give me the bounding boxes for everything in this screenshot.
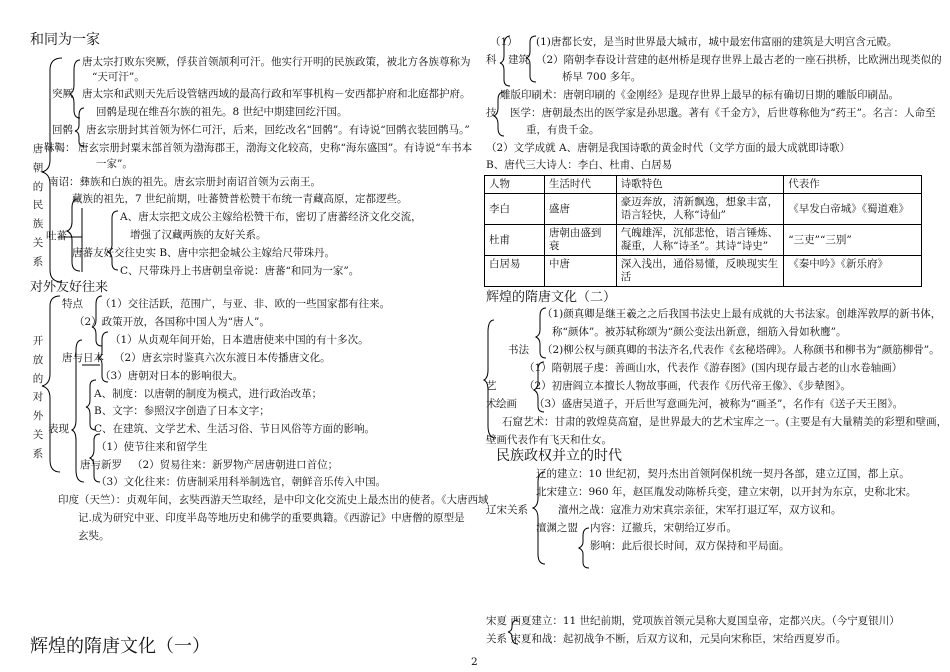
text-line: 雕版印刷术：唐朝印刷的《金刚经》是现存世界上最早的标有确切日期的雕版印刷品。 [500, 89, 899, 101]
label-liaosong: 辽宋关系 [486, 504, 528, 516]
text-line: (1)唐都长安，是当时世界最大城市，城中最宏伟富丽的建筑是大明宫含元殿。 [536, 36, 898, 48]
table-header: 人物 [485, 176, 545, 194]
text-line: （1）交往活跃，范围广，与亚、非、欧的一些国家都有往来。 [100, 298, 391, 310]
label-keji: 科 [486, 54, 497, 66]
text-line: 玄奘。 [78, 530, 110, 542]
text-line: （1)颜真卿是继王羲之之后我国书法史上最有成就的大书法家。创雄浑敦厚的新书体， [542, 308, 942, 320]
vlabel-char: 系 [32, 255, 44, 268]
heading-suitang-2: 辉煌的隋唐文化（二） [486, 290, 617, 305]
text-line: 记.成为研究中亚、印度半岛等地历史和佛学的重要典籍。《西游记》中唐僧的原型是 [78, 512, 465, 524]
vlabel-char: 关 [32, 428, 44, 441]
label-mohe: 靺鞨： [44, 142, 76, 154]
label-jianzhu: 建筑 [508, 54, 529, 66]
text-line: 南诏：彝族和白族的祖先。唐玄宗册封南诏首领为云南王。 [48, 176, 321, 188]
text-line: 辽的建立：10 世纪初，契丹杰出首领阿保机统一契丹各部，建立辽国，都上京。 [536, 468, 910, 480]
text-line: 关系 宋夏和战：起初战争不断，后双方议和，元昊向宋称臣，宋给西夏岁币。 [486, 633, 847, 645]
table-cell: 李白 [485, 194, 545, 225]
vlabel-char: 的 [32, 372, 44, 385]
table-cell: 豪迈奔放，清新飘逸，想象丰富，语言轻快，人称“诗仙” [616, 194, 784, 225]
text-line: 内容：辽撤兵，宋朝给辽岁币。 [590, 522, 737, 534]
label-chanyuan: 澶渊之盟 [536, 522, 578, 534]
text-line: （2）政策开放，各国称中国人为“唐人”。 [74, 316, 270, 328]
vlabel-char: 朝 [32, 161, 44, 174]
text-line: （2)柳公权与颜真卿的书法齐名,代表作《玄秘塔碑》。人称颜书和柳书为“颜筋柳骨”。 [542, 344, 940, 356]
text-line: 唐玄宗册封其首领为怀仁可汗，后来，回纥改名“回鹘”。有诗说“回鹘衣装回鹘马。” [86, 124, 470, 136]
text-line: B、唐代三大诗人：李白、杜甫、白居易 [486, 159, 673, 171]
text-line: 一家”。 [96, 158, 133, 170]
text-line: 回鹘是现在维吾尔族的祖先。8 世纪中期建回纥汗国。 [96, 106, 348, 118]
text-line: （3）盛唐吴道子，开后世写意画先河，被称为“画圣”，名作有《送子天王图》。 [534, 398, 904, 410]
text-line: 北宋建立：960 年，赵匡胤发动陈桥兵变，建立宋朝，以开封为东京，史称北宋。 [536, 486, 917, 498]
table-header: 生活时代 [544, 176, 616, 194]
page-number: 2 [471, 656, 478, 668]
table-header: 代表作 [784, 176, 922, 194]
text-line: 重，有贵千金。 [526, 124, 600, 136]
text-line: 宋夏 西夏建立：11 世纪前期，党项族首领元昊称大夏国皇帝，定都兴庆。（今宁夏银川） [486, 615, 900, 627]
text-line: 藏族的祖先，7 世纪前期，吐蕃赞普松赞干布统一青藏高原，定都逻些。 [72, 193, 408, 205]
table-header: 诗歌特色 [616, 176, 784, 194]
text-line: C、尺带珠丹上书唐朝皇帝说：唐蕃“和同为一家”。 [120, 265, 360, 277]
text-line: 医学：唐朝最杰出的医学家是孙思邈。著有《千金方》，后世尊称他为“药王”。名言：人命至 [510, 107, 936, 119]
label-shufa: 书法 [508, 344, 529, 356]
poets-table [484, 175, 922, 287]
label-tubo: 吐蕃 [46, 230, 67, 242]
text-line: 增强了汉藏两族的友好关系。 [130, 229, 267, 241]
vlabel-char: 开 [32, 335, 44, 347]
label-huihe: 回鹘 [52, 124, 73, 136]
table-cell: 《秦中吟》《新乐府》 [784, 256, 922, 287]
text-line: 石窟艺术：甘肃的敦煌莫高窟，是世界最大的艺术宝库之一。(主要是有大量精美的彩塑和壁画， [502, 416, 948, 428]
text-line: （2）隋朝李春设计营建的赵州桥是现存世界上最古老的一座石拱桥，比欧洲出现类似的 [536, 54, 942, 66]
table-cell: “三吏”“三别” [784, 225, 922, 256]
vlabel-char: 唐 [32, 143, 44, 155]
text-line: （1）从贞观年间开始，日本遣唐使来中国的有十多次。 [110, 334, 369, 346]
text-line: A、制度：以唐朝的制度为模式，进行政治改革； [94, 388, 323, 400]
label-riben: 唐与日本 [62, 352, 104, 364]
vlabel-char: 对 [32, 391, 44, 404]
table-cell: 盛唐 [544, 194, 616, 225]
text-line: 唐玄宗册封粟末部首领为渤海郡王，渤海文化较高，史称“海东盛国”。有诗说“车书本 [78, 142, 473, 154]
text-line: 影响：此后很长时间，双方保持和平局面。 [590, 540, 790, 552]
vlabel-char: 关 [32, 236, 44, 249]
heading-suitang-1: 辉煌的隋唐文化（一） [30, 636, 210, 657]
text-line: （1）使节往来和留学生 [96, 441, 208, 453]
text-line: （3）文化往来：仿唐制采用科举制选官，朝鲜音乐传入中国。 [96, 476, 387, 488]
table-row [485, 256, 922, 287]
vlabel-char: 民 [32, 199, 44, 212]
text-line: 澶州之战：寇准力劝宋真宗亲征，宋军打退辽军，双方议和。 [558, 504, 842, 516]
text-line: 壁画代表作有飞天和仕女。 [486, 434, 612, 446]
table-row [485, 194, 922, 225]
text-line: （1） [490, 36, 518, 48]
table-cell: 白居易 [485, 256, 545, 287]
table-cell: 《早发白帝城》《蜀道难》 [784, 194, 922, 225]
vlabel-char: 的 [32, 180, 44, 193]
label-tujue: 突厥 [52, 88, 73, 100]
vertical-label-duiwai [32, 332, 44, 464]
label-huihua: 绘画 [496, 398, 517, 410]
text-line: （2）贸易往来：新罗物产居唐朝进口首位； [132, 459, 339, 471]
text-line: A、唐太宗把文成公主嫁给松赞干布，密切了唐蕃经济文化交流， [120, 211, 422, 223]
table-cell: 唐朝由盛到衰 [544, 225, 616, 256]
label-xinluo: 唐与新罗 [80, 459, 122, 471]
label-tedian: 特点 [62, 298, 83, 310]
table-cell: 中唐 [544, 256, 616, 287]
text-line: （3）唐朝对日本的影响很大。 [100, 370, 244, 382]
heading-minzu: 和同为一家 [30, 32, 100, 48]
heading-minzu-zhengquan: 民族政权并立的时代 [496, 448, 622, 464]
text-line: 唐太宗打败东突厥，俘获首领颉利可汗。他实行开明的民族政策，被北方各族尊称为 [82, 56, 471, 68]
text-line: （2）唐玄宗时鉴真六次东渡日本传播唐文化。 [114, 352, 331, 364]
text-line: C、在建筑、文学艺术、生活习俗、节日风俗等方面的影响。 [94, 423, 376, 435]
heading-duiwai: 对外友好往来 [30, 280, 109, 295]
table-row [485, 225, 922, 256]
vlabel-char: 族 [32, 218, 44, 231]
label-yishu-2: 术 [486, 398, 497, 410]
text-line: “天可汗”。 [92, 71, 145, 83]
text-line: 唐太宗和武则天先后设管辖西域的最高行政和军事机构－安西都护府和北庭都护府。 [82, 88, 471, 100]
table-cell: 杜甫 [485, 225, 545, 256]
label-ji: 技 [486, 107, 497, 119]
vlabel-char: 系 [32, 447, 44, 460]
text-line: （2）初唐阎立本擅长人物故事画，代表作《历代帝王像》、《步辇图》。 [524, 380, 851, 392]
label-biaoxian: 表现 [48, 423, 69, 435]
table-header-row [485, 176, 922, 194]
text-line: （1）隋朝展子虔：善画山水，代表作《游春图》(国内现存最古老的山水卷轴画） [524, 362, 903, 374]
text-line: 称“颜体”。被苏轼称颂为“颜公变法出新意，细筋入骨如秋鹰”。 [552, 326, 847, 338]
table-cell: 深入浅出，通俗易懂，反映现实生活 [616, 256, 784, 287]
text-line: 唐蕃友好交往史实 B、唐中宗把金城公主嫁给尺带珠丹。 [72, 247, 336, 259]
vlabel-char: 外 [32, 410, 44, 423]
text-line: （2）文学成就 A、唐朝是我国诗歌的黄金时代（文学方面的最大成就即诗歌） [486, 142, 851, 154]
text-line: 桥早 700 多年。 [562, 71, 642, 83]
vertical-label-minzu [32, 140, 44, 272]
text-line: B、文字：参照汉字创造了日本文字； [94, 405, 270, 417]
text-line: 印度（天竺）：贞观年间，玄奘西游天竺取经，是中印文化交流史上最杰出的使者。《大唐西域 [58, 494, 489, 506]
table-cell: 气魄雄浑，沉郁悲怆，语言锤炼、凝重，人称“诗圣”。其诗“诗史” [616, 225, 784, 256]
vlabel-char: 放 [32, 353, 44, 366]
label-yishu-1: 艺 [486, 380, 497, 392]
